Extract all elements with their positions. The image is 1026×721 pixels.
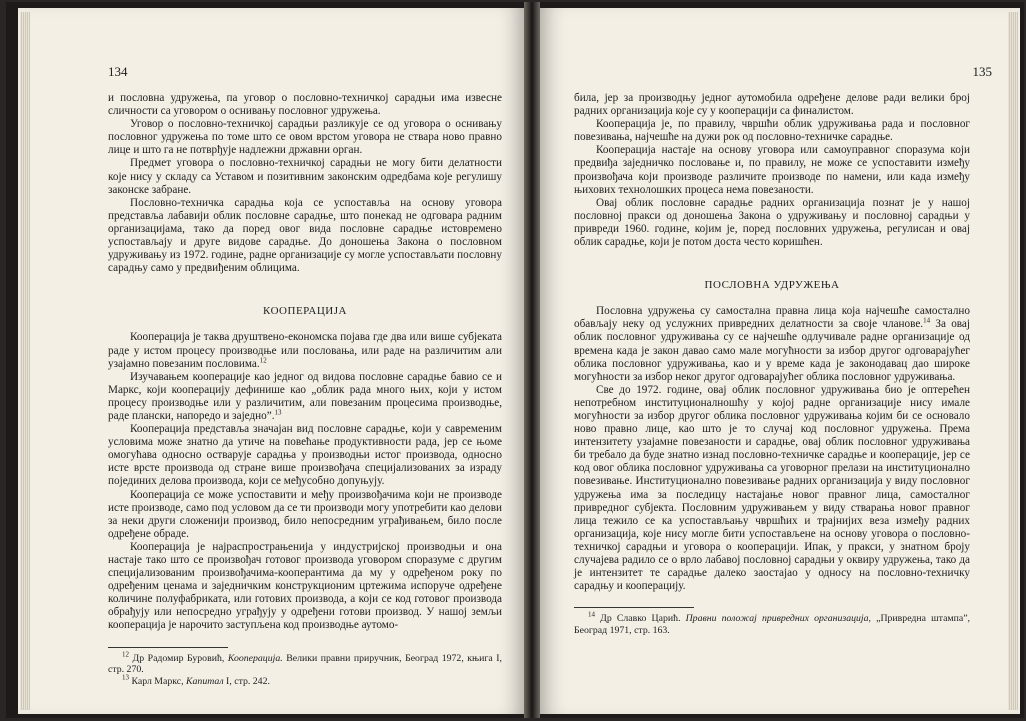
book-spine [524,2,540,718]
paragraph: Овај облик пословне сарадње радних организација познат је у нашој пословној пракси од доношења Закона о удруживању и пословној сарадњи у привреди 1960. године, којим је, поред пословних удружења, регулисан и овај облик сарадње, који је потом доста често коришћен. [574,196,970,249]
right-page-body [574,92,970,637]
section-heading: КООПЕРАЦИЈА [263,305,347,318]
paragraph: Изучавањем кооперације као једног од видова пословне сарадње бавио се и Маркс, који кооперацију дефинише као „облик рада много њих, који у истом процесу производње или у различитим, али повезаним процесима производње, раде плански, напоредо и заједно”.$^{13}$ [108,370,502,422]
page-edges [20,12,30,710]
page-number: 135 [972,64,992,79]
paragraph: Кооперација је најраспрострањенија у индустријској производњи и она настаје тако што се произвођач готовог производа уговором споразуме с другим специјализованим произвођачима-кооперантима да му у одређеном року по одређеним ценама и заједничким конструкционим цртежима испоруче одређене количине полуфабриката, или готових производа, а који се код готовог производа обрађују или непосредно уграђују у одређени готови производ. У нашој земљи кооперација је нарочито заступљена код производње аутомо- [108,540,502,632]
page-number: 134 [108,64,128,79]
paragraph: Кооперација настаје на основу уговора или самоуправног споразума који предвиђа заједничко пословање и, по правилу, не може се успоставити између произвођача који производе различите производе по намени, или када између њихових технолошких процеса нема повезаности. [574,144,970,196]
paragraph: Кооперација је таква друштвено-економска појава где два или више субјеката раде у истом процесу производње или пословања, или раде на различитим али узајамно повезаним пословима.$^{12}$ [108,331,502,370]
paragraph: Кооперација се може успоставити и међу произвођачима који не производе исте производе, само под условом да се ти производи могу употребити као делови за неки други сложенији производ, било непосредним уграђивањем, било после одређене обраде. [108,488,502,540]
footnote-ref: 12 [259,355,267,364]
paragraph: Све до 1972. године, овај облик пословног удруживања био је оптерећен непотребном институционалношћу у којој радне организације нису имале могућности за избор другог облика пословног удруживања којим би се основало ново правно лице, као што је то случај код пословног удружења. Према интензитету узајамне повезаности и сарадње, овај облик пословног удруживања би требало да буде знатно изнад пословно-техничке сарадње и кооперације, јер се код овог облика пословног удруживања са уговорног прелази на институционално повезивање. Институционално повезивање радних организација у виду пословног удружења има за последицу настајање новог правног лица, самосталног привредног субјекта. Пословним удруживањем у виду стварања новог правног лица тежило се ка успостављању чвршћих и трајнијих веза између радних организација, које нису могле бити успостављене на основу уговора о пословно-техничкој сарадњи и уговора о кооперацији. Ипак, у пракси, у знатном броју случајева радило се о врло лабавој пословној сарадњи у оквиру удружења, тако да је интензитет те сарадње далеко заостајао у односу на пословно-техничку сарадњу и кооперацију. [574,383,970,593]
right-page [540,8,1020,714]
footnote: $^{13}$ Карл Маркс, Капитал I, стр. 242. [122,673,270,688]
footnote-divider [108,647,228,648]
paragraph: Кооперација је, по правилу, чвршћи облик удруживања рада и пословног повезивања, најчешће на дужи рок од пословно-техничке сарадње. [574,118,970,144]
left-page-body [108,92,502,688]
footnote-ref: 13 [274,408,282,417]
footnote-ref: 14 [923,316,931,325]
open-book [6,2,1024,718]
footnote: $^{12}$ Др Радомир Буровић, Кооперација. Велики правни приручник, Београд 1972, књига I, стр. 270. [108,650,502,676]
paragraph: Кооперација представља значајан вид пословне сарадње, који у савременим условима може знатно да утиче на повећање продуктивности рада, јер се њоме омогућава односно остварује сарадња у производњи истог производа, односно исте врсте производа од стране више произвођача специјализованих за израду појединих делова производа, који се међусобно допуњују. [108,423,502,488]
paragraph: била, јер за производњу једног аутомобила одређене делове ради велики број радних организација које су у кооперацији са финалистом. [574,92,970,118]
page-edges [1008,12,1018,710]
footnote-divider [574,607,694,608]
paragraph: Уговор о пословно-техничкој сарадњи разликује се од уговора о оснивању пословног удружења по томе што се овом врстом уговора не ствара ново правно лице и што га не потврђује надлежни државни орган. [108,118,502,157]
section-heading: ПОСЛОВНА УДРУЖЕЊА [704,279,840,292]
left-page [18,8,524,714]
footnote: $^{14}$ Др Славко Царић. Правни положај привредних организација, „Привредна штампа”, Београд 1971, стр. 163. [574,611,971,637]
paragraph: Пословна удружења су самостална правна лица која најчешће самостално обављају неку од услужних привредних делатности за своје чланове.$^{14}$ За овај облик пословног удруживања су се најчешће одлучивале радне организације од времена када је закон давао само мале могућности за избор другог одговарајућег облика пословног удруживања, као и у време када је законодавац дао широке могућности за избор неког другог одговарајућег облика пословног удруживања. [574,305,971,383]
paragraph: и пословна удружења, па уговор о пословно-техничкој сарадњи има извесне сличности са уговором о оснивању пословног удружења. [108,92,502,118]
paragraph: Пословно-техничка сарадња која се успоставља на основу уговора представља лабавији облик пословне сарадње, што понекад не одговара радним организацијама, тако да поред овог вида пословне сарадње истовремено успостављају и друге видове сарадње. До доношења Закона о пословном удруживању из 1972. године, радне организације су могле успостављати пословну сарадњу само у предвиђеним облицима. [108,196,502,275]
paragraph: Предмет уговора о пословно-техничкој сарадњи не могу бити делатности које нису у складу са Уставом и позитивним законским одредбама које регулишу законске забране. [108,157,502,196]
